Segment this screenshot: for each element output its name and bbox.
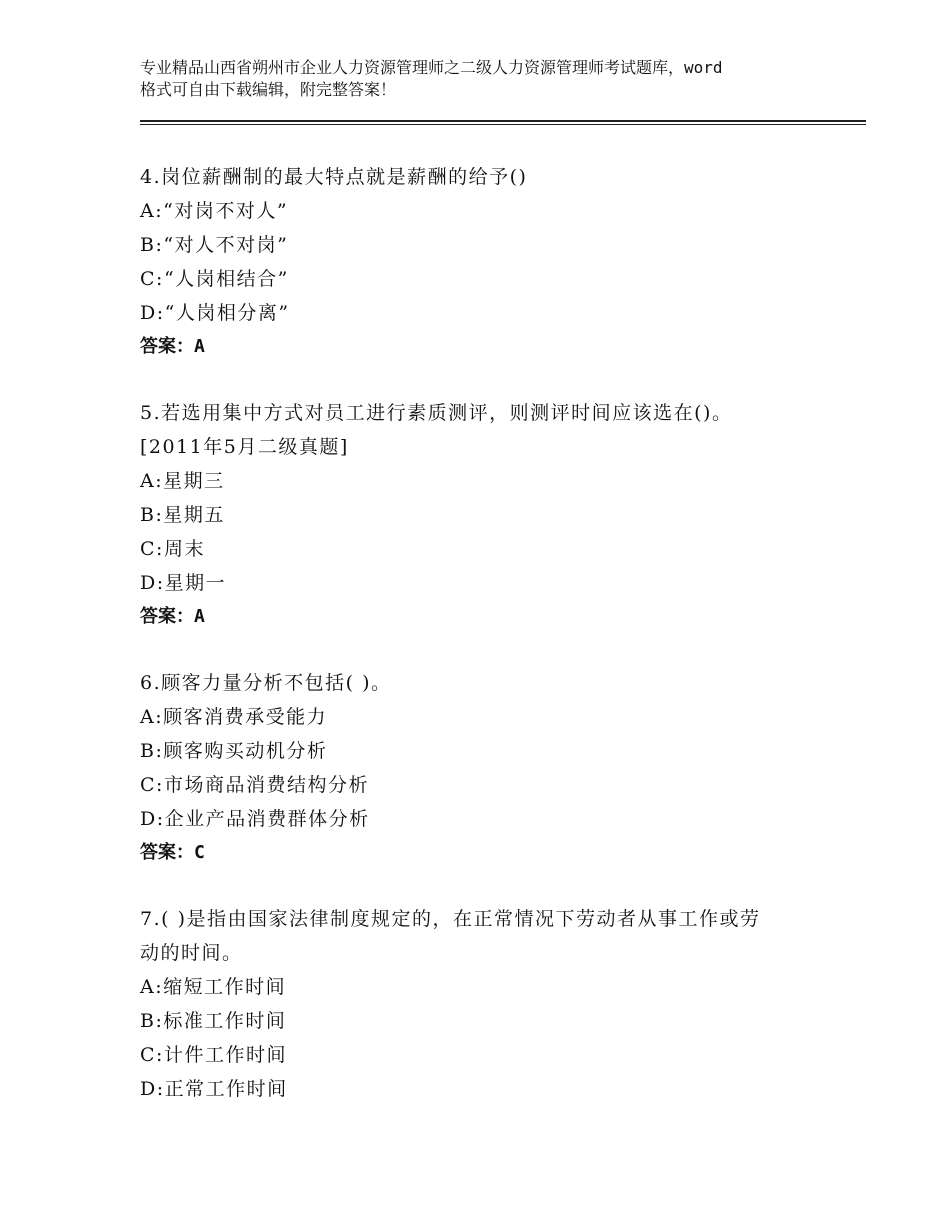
question-stem-continued: [2011年5月二级真题]	[140, 436, 349, 458]
question-6	[140, 666, 840, 870]
option-a: A:星期三	[140, 470, 225, 492]
option-d: D:星期一	[140, 572, 227, 594]
question-stem: 6.顾客力量分析不包括( )。	[140, 672, 392, 694]
answer: 答案：A	[140, 606, 205, 627]
option-b: B:顾客购买动机分析	[140, 740, 328, 762]
question-stem-continued: 动的时间。	[140, 942, 243, 964]
question-stem: 5.若选用集中方式对员工进行素质测评，则测评时间应该选在()。	[140, 402, 733, 424]
option-a: A:顾客消费承受能力	[140, 706, 328, 728]
option-d: D:正常工作时间	[140, 1078, 288, 1100]
header-divider-thin	[140, 124, 866, 125]
question-7	[140, 902, 840, 1106]
question-stem: 4.岗位薪酬制的最大特点就是薪酬的给予()	[140, 166, 528, 188]
option-d: D:“人岗相分离”	[140, 302, 290, 324]
option-c: C:计件工作时间	[140, 1044, 287, 1066]
option-d: D:企业产品消费群体分析	[140, 808, 370, 830]
question-list	[140, 160, 840, 1138]
option-c: C:市场商品消费结构分析	[140, 774, 369, 796]
option-c: C:周末	[140, 538, 205, 560]
question-5	[140, 396, 840, 634]
option-b: B:“对人不对岗”	[140, 234, 289, 256]
header-line-2: 格式可自由下载编辑，附完整答案！	[140, 80, 397, 99]
answer: 答案：A	[140, 336, 205, 357]
header-line-1: 专业精品山西省朔州市企业人力资源管理师之二级人力资源管理师考试题库，word	[140, 58, 723, 77]
option-b: B:星期五	[140, 504, 225, 526]
option-c: C:“人岗相结合”	[140, 268, 289, 290]
question-4	[140, 160, 840, 364]
header-divider-thick	[140, 120, 866, 122]
question-stem: 7.( )是指由国家法律制度规定的，在正常情况下劳动者从事工作或劳	[140, 908, 761, 930]
option-a: A:“对岗不对人”	[140, 200, 289, 222]
option-a: A:缩短工作时间	[140, 976, 287, 998]
option-b: B:标准工作时间	[140, 1010, 287, 1032]
document-header	[140, 57, 830, 101]
answer: 答案：C	[140, 842, 205, 863]
